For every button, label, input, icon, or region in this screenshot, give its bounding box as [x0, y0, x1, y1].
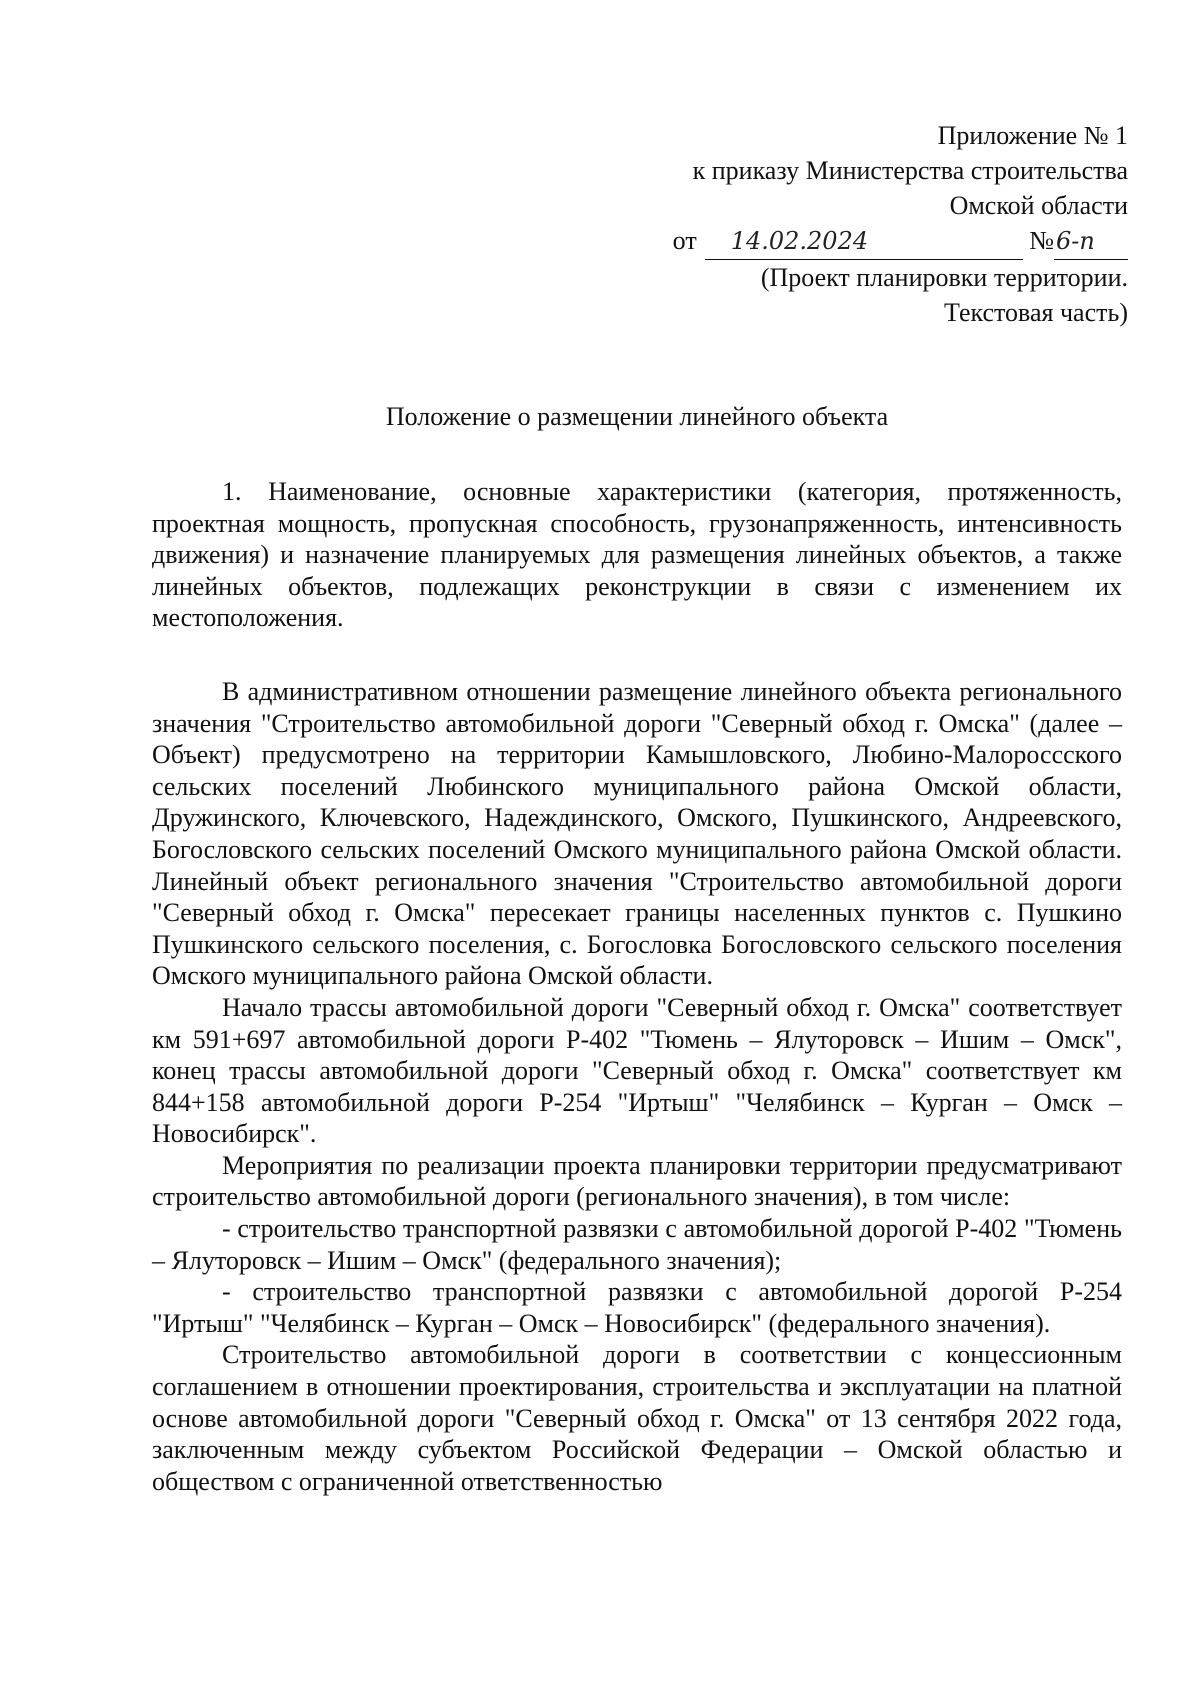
list-item-interchange-r402: - строительство транспортной развязки с автомобильной дорогой Р-402 "Тюмень – Ялуторовск – Ишим – Омск" (федерального значения); [152, 1214, 1122, 1275]
document-title: Положение о размещении линейного объекта [385, 402, 889, 431]
document-body [152, 476, 1122, 1497]
appendix-header [152, 118, 1128, 330]
paragraph-concession: Строительство автомобильной дороги в соответствии с концессионным соглашением в отношении проектирования, строительства и эксплуатации на платной основе автомобильной дороги "Северный обход г. Омска" от 13 сентября 2022 года, заключенным между субъектом Российской Федерации – Омской областью и обществом с ограниченной ответственностью [152, 1340, 1122, 1496]
paragraph-route-start-end: Начало трассы автомобильной дороги "Северный обход г. Омска" соответствует км 591+697 автомобильной дороги Р-402 "Тюмень – Ялуторовск – Ишим – Омск", конец трассы автомобильной дороги "Северный обход г. Омска" соответствует км 844+158 автомобильной дороги Р-254 "Иртыш" "Челябинск – Курган – Омск – Новосибирск". [152, 992, 1122, 1149]
paragraph-administrative: В административном отношении размещение линейного объекта регионального значения "Строительство автомобильной дороги "Северный обход г. Омска" (далее – Объект) предусмотрено на территории Камышловского, Любино-Малороссского сельских поселений Любинского муниципального района Омской области, Дружинского, Ключевского, Надеждинского, Омского, Пушкинского, Андреевского, Богословского сельских поселений Омского муниципального района Омской области. Линейный объект регионального значения "Строительство автомобильной дороги "Северный обход г. Омска" пересекает границы населенных пунктов с. Пушкино Пушкинского сельского поселения, с. Богословка Богословского сельского поселения Омского муниципального района Омской области. [152, 676, 1122, 991]
paragraph-measures: Мероприятия по реализации проекта планировки территории предусматривают строительство автомобильной дороги (регионального значения), в том числе: [152, 1150, 1122, 1212]
order-reference: к приказу Министерства строительства [692, 156, 1128, 185]
order-date: 14.02.2024 [705, 224, 1023, 260]
list-item-interchange-r254: - строительство транспортной развязки с автомобильной дорогой Р-254 "Иртыш" "Челябинск – Курган – Омск – Новосибирск" (федерального значения). [152, 1277, 1122, 1338]
order-date-line [152, 223, 1128, 260]
document-page [152, 118, 1128, 1497]
project-part: Текстовая часть) [944, 298, 1128, 327]
paragraph-section-1: 1. Наименование, основные характеристики (категория, протяженность, проектная мощность, пропускная способность, грузонапряженность, интенсивность движения) и назначение планируемых для размещения линейных объектов, а также линейных объектов, подлежащих реконструкции в связи с изменением их местоположения. [152, 477, 1122, 633]
order-number: 6-п [1054, 224, 1128, 260]
number-label: № [1029, 226, 1054, 255]
project-name: (Проект планировки территории. [760, 263, 1128, 292]
region-name: Омской области [949, 191, 1128, 220]
appendix-number: Приложение № 1 [937, 121, 1128, 150]
from-label: от [672, 226, 697, 255]
